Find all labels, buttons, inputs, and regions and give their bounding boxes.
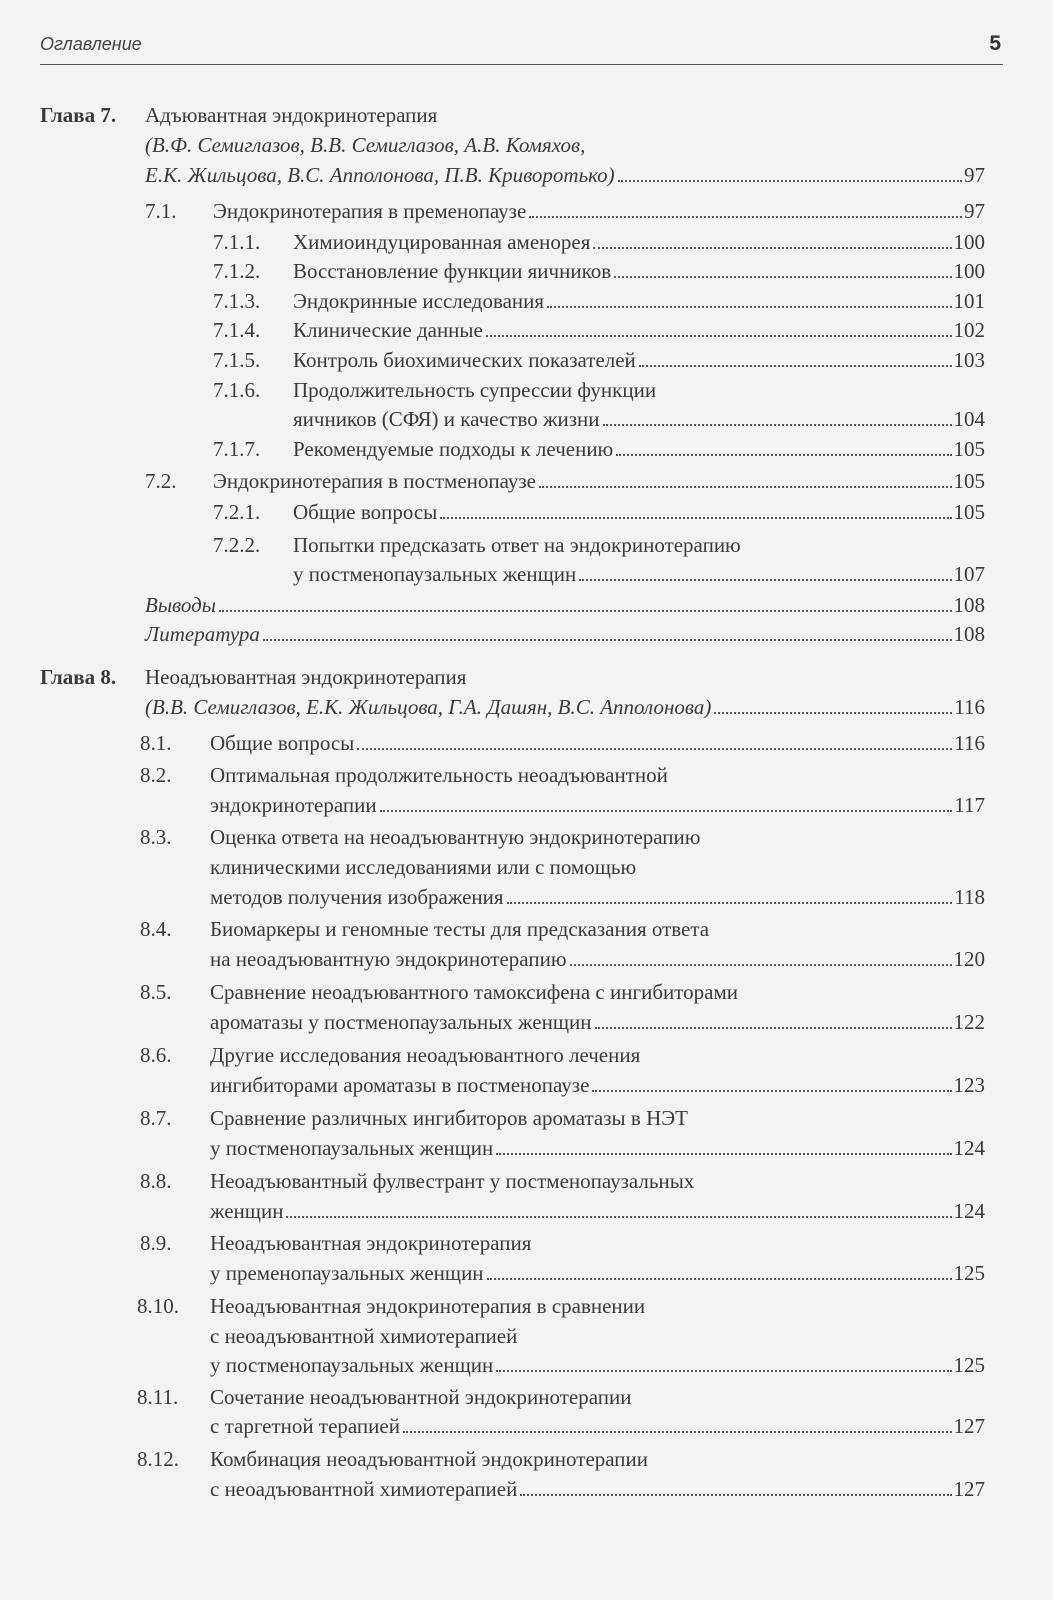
entry-title-line2: у постменопаузальных женщин: [210, 1136, 494, 1160]
page-ref: 100: [953, 259, 985, 283]
leader-dots: [263, 639, 952, 641]
toc-entry-8-6[interactable]: [210, 1070, 985, 1100]
chapter-7-label: Глава 7.: [40, 103, 117, 127]
leader-dots: [616, 454, 951, 456]
chapter-7-authors-entry[interactable]: [145, 160, 985, 190]
leader-dots: [539, 486, 952, 488]
leader-dots: [595, 1027, 952, 1029]
leader-dots: [496, 1153, 951, 1155]
leader-dots: [507, 902, 953, 904]
entry-title-line1[interactable]: Сочетание неоадъювантной эндокринотерапии: [210, 1385, 632, 1409]
toc-entry-7-2-1[interactable]: [293, 497, 985, 527]
page-ref: 100: [953, 230, 985, 254]
entry-title-line1[interactable]: Сравнение неоадъювантного тамоксифена с ингибиторами: [210, 980, 739, 1004]
toc-entry-7-1-2[interactable]: [293, 256, 985, 286]
leader-dots: [579, 579, 951, 581]
page-ref: 103: [953, 348, 985, 372]
section-number: 8.10.: [137, 1294, 179, 1318]
toc-entry-8-8[interactable]: [210, 1196, 985, 1226]
page-ref: 117: [954, 793, 985, 817]
page-ref: 105: [953, 500, 985, 524]
entry-title: Эндокринотерапия в постменопаузе: [213, 469, 536, 493]
page-ref: 120: [953, 947, 985, 971]
entry-title-line2: у постменопаузальных женщин: [293, 562, 577, 586]
page-ref: 97: [964, 163, 985, 187]
page-ref: 105: [953, 437, 985, 461]
entry-title: Контроль биохимических показателей: [293, 348, 636, 372]
entry-title-line2: у пременопаузальных женщин: [210, 1261, 484, 1285]
section-number: 8.7.: [140, 1106, 172, 1130]
section-number: 7.2.: [145, 469, 177, 493]
section-number: 7.1.5.: [213, 348, 261, 372]
leader-dots: [639, 365, 952, 367]
entry-title-line2: яичников (СФЯ) и качество жизни: [293, 407, 600, 431]
page-ref: 125: [953, 1353, 985, 1377]
leader-dots: [593, 247, 951, 249]
section-number: 8.9.: [140, 1231, 172, 1255]
leader-dots: [403, 1431, 952, 1433]
toc-entry-7-1-4[interactable]: [293, 315, 985, 345]
toc-entry-8-7[interactable]: [210, 1133, 985, 1163]
entry-title-line1[interactable]: Неоадъювантная эндокринотерапия: [210, 1231, 532, 1255]
page-ref: 102: [953, 318, 985, 342]
page-ref: 97: [964, 199, 985, 223]
section-number: 8.2.: [140, 763, 172, 787]
section-number: 8.6.: [140, 1043, 172, 1067]
page-ref: 104: [953, 407, 985, 431]
page-ref: 122: [953, 1010, 985, 1034]
entry-title: Клинические данные: [293, 318, 483, 342]
page-ref: 127: [953, 1477, 985, 1501]
entry-title: Общие вопросы: [210, 731, 355, 755]
toc-entry-7-1-3[interactable]: [293, 286, 985, 316]
entry-title-line1[interactable]: Продолжительность супрессии функции: [293, 378, 657, 402]
section-number: 8.3.: [140, 825, 172, 849]
entry-title-line1[interactable]: Неоадъювантный фулвестрант у постменопаузальных: [210, 1169, 695, 1193]
entry-title-line1[interactable]: Комбинация неоадъювантной эндокринотерапии: [210, 1447, 649, 1471]
page-ref: 118: [954, 885, 985, 909]
chapter-7-title[interactable]: Адъювантная эндокринотерапия: [145, 103, 438, 127]
leader-dots: [614, 276, 951, 278]
toc-entry-7-1[interactable]: [213, 196, 985, 226]
toc-entry-8-2[interactable]: [210, 790, 985, 820]
leader-dots: [487, 1278, 952, 1280]
leader-dots: [486, 335, 952, 337]
toc-entry-8-12[interactable]: [210, 1474, 985, 1504]
section-number: 7.2.2.: [213, 533, 261, 557]
leader-dots: [618, 180, 962, 182]
page-ref: 108: [953, 593, 985, 617]
toc-entry-7-2-2[interactable]: [293, 559, 985, 589]
entry-title-line2: на неоадъювантную эндокринотерапию: [210, 947, 567, 971]
entry-title: Выводы: [145, 593, 216, 617]
chapter-7-authors-line2: Е.К. Жильцова, В.С. Апполонова, П.В. Криворотько): [145, 163, 615, 187]
entry-title-line1[interactable]: Оценка ответа на неоадъювантную эндокринотерапию: [210, 825, 701, 849]
toc-entry-7-1-1[interactable]: [293, 227, 985, 257]
toc-entry-8-11[interactable]: [210, 1411, 985, 1441]
page-header: [40, 34, 1003, 65]
leader-dots: [357, 748, 952, 750]
chapter-8-authors: (В.В. Семиглазов, Е.К. Жильцова, Г.А. Дашян, В.С. Апполонова): [145, 695, 712, 719]
page-ref: 116: [954, 731, 985, 755]
section-number: 7.1.7.: [213, 437, 261, 461]
entry-title: Восстановление функции яичников: [293, 259, 612, 283]
page-ref: 108: [953, 622, 985, 646]
toc-entry-7-1-6[interactable]: [293, 404, 985, 434]
chapter-7-authors-line1: (В.Ф. Семиглазов, В.В. Семиглазов, А.В. Комяхов,: [145, 133, 586, 157]
leader-dots: [592, 1090, 951, 1092]
entry-title-line1[interactable]: Оптимальная продолжительность неоадъювантной: [210, 763, 668, 787]
chapter-8-title[interactable]: Неоадъювантная эндокринотерапия: [145, 665, 467, 689]
entry-title-line2: ингибиторами ароматазы в постменопаузе: [210, 1073, 590, 1097]
page-number: 5: [989, 32, 1001, 55]
page-ref: 124: [953, 1136, 985, 1160]
toc-entry-literature[interactable]: [145, 619, 985, 649]
leader-dots: [286, 1216, 951, 1218]
toc-entry-conclusions[interactable]: [145, 590, 985, 620]
entry-title-line2: ароматазы у постменопаузальных женщин: [210, 1010, 592, 1034]
page-ref: 125: [953, 1261, 985, 1285]
leader-dots: [547, 306, 951, 308]
entry-title-line2: эндокринотерапии: [210, 793, 377, 817]
leader-dots: [520, 1494, 951, 1496]
page-ref: 127: [953, 1414, 985, 1438]
entry-title: Химиоиндуцированная аменорея: [293, 230, 591, 254]
section-number: 7.1.4.: [213, 318, 261, 342]
entry-title-line1[interactable]: Другие исследования неоадъювантного лечения: [210, 1043, 641, 1067]
section-number: 7.1.6.: [213, 378, 261, 402]
entry-title-line1[interactable]: Биомаркеры и геномные тесты для предсказания ответа: [210, 917, 710, 941]
section-number: 7.2.1.: [213, 500, 261, 524]
entry-title-line2[interactable]: клиническими исследованиями или с помощью: [210, 855, 637, 879]
entry-title-line3: у постменопаузальных женщин: [210, 1353, 494, 1377]
entry-title: Общие вопросы: [293, 500, 438, 524]
section-number: 8.12.: [137, 1447, 179, 1471]
leader-dots: [440, 517, 951, 519]
entry-title-line2: с неоадъювантной химиотерапией: [210, 1477, 518, 1501]
section-number: 8.5.: [140, 980, 172, 1004]
entry-title-line3: методов получения изображения: [210, 885, 504, 909]
leader-dots: [380, 810, 953, 812]
page-ref: 116: [954, 695, 985, 719]
entry-title: Эндокринотерапия в пременопаузе: [213, 199, 527, 223]
toc-entry-7-1-5[interactable]: [293, 345, 985, 375]
entry-title-line1[interactable]: Неоадъювантная эндокринотерапия в сравнении: [210, 1294, 646, 1318]
entry-title: Эндокринные исследования: [293, 289, 545, 313]
entry-title: Рекомендуемые подходы к лечению: [293, 437, 614, 461]
toc-entry-7-1-7[interactable]: [293, 434, 985, 464]
entry-title-line2: женщин: [210, 1199, 284, 1223]
page-ref: 101: [953, 289, 985, 313]
section-number: 8.8.: [140, 1169, 172, 1193]
section-number: 8.4.: [140, 917, 172, 941]
toc-entry-8-9[interactable]: [210, 1258, 985, 1288]
entry-title-line2[interactable]: с неоадъювантной химиотерапией: [210, 1324, 518, 1348]
entry-title-line1[interactable]: Сравнение различных ингибиторов ароматазы в НЭТ: [210, 1106, 688, 1130]
toc-entry-8-5[interactable]: [210, 1007, 985, 1037]
toc-entry-8-3[interactable]: [210, 882, 985, 912]
running-title: Оглавление: [40, 34, 142, 54]
section-number: 7.1.1.: [213, 230, 261, 254]
entry-title-line1[interactable]: Попытки предсказать ответ на эндокринотерапию: [293, 533, 741, 557]
toc-entry-7-2[interactable]: [213, 466, 985, 496]
section-number: 8.11.: [137, 1385, 179, 1409]
chapter-8-authors-entry[interactable]: [145, 692, 985, 722]
page-ref: 123: [953, 1073, 985, 1097]
leader-dots: [570, 964, 952, 966]
section-number: 7.1.: [145, 199, 177, 223]
entry-title: Литература: [145, 622, 260, 646]
section-number: 8.1.: [140, 731, 172, 755]
toc-entry-8-10[interactable]: [210, 1350, 985, 1380]
entry-title-line2: с таргетной терапией: [210, 1414, 400, 1438]
leader-dots: [219, 610, 952, 612]
page-ref: 105: [953, 469, 985, 493]
leader-dots: [496, 1370, 951, 1372]
page-ref: 107: [953, 562, 985, 586]
page-ref: 124: [953, 1199, 985, 1223]
leader-dots: [714, 712, 952, 714]
section-number: 7.1.3.: [213, 289, 261, 313]
leader-dots: [603, 424, 952, 426]
section-number: 7.1.2.: [213, 259, 261, 283]
chapter-8-label: Глава 8.: [40, 665, 117, 689]
toc-entry-8-1[interactable]: [210, 728, 985, 758]
toc-entry-8-4[interactable]: [210, 944, 985, 974]
leader-dots: [529, 216, 962, 218]
